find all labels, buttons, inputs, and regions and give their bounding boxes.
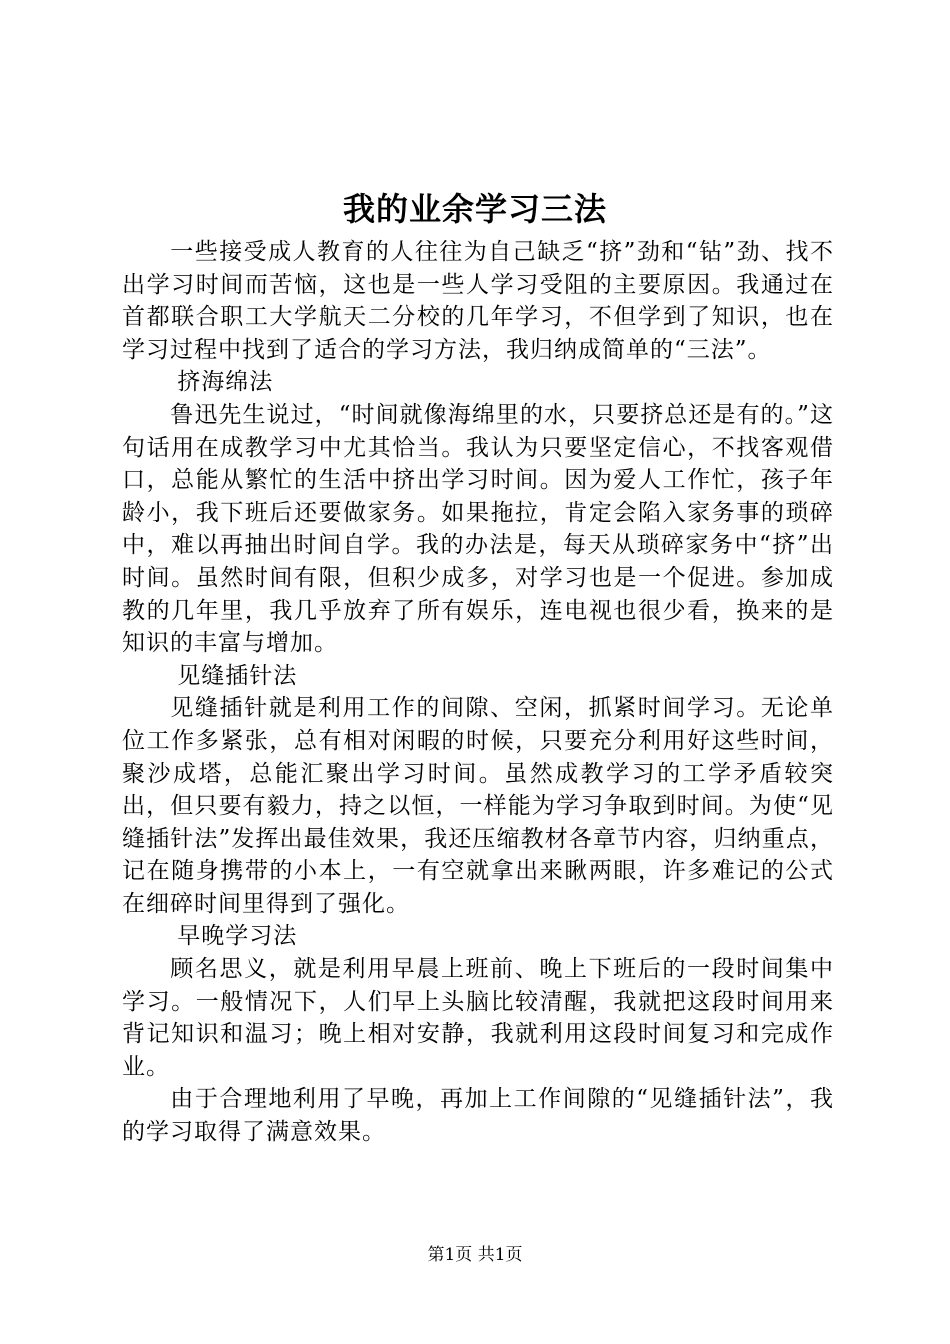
section-heading-gap-method: 见缝插针法 <box>177 662 298 689</box>
sponge-method-paragraph: 鲁迅先生说过，“时间就像海绵里的水，只要挤总还是有的。”这句话用在成教学习中尤其恰当。我认为只要坚定信心，不找客观借口，总能从繁忙的生活中挤出学习时间。因为爱人工作忙，孩子年龄小，我下班后还要做家务。如果拖拉，肯定会陷入家务事的琐碎中，难以再抽出时间自学。我的办法是，每天从琐碎家务中“挤”出时间。虽然时间有限，但积少成多，对学习也是一个促进。参加成教的几年里，我几乎放弃了所有娱乐，连电视也很少看，换来的是知识的丰富与增加。 <box>122 401 834 657</box>
section-heading-morning-evening-method: 早晚学习法 <box>177 923 298 950</box>
gap-method-paragraph: 见缝插针就是利用工作的间隙、空闲，抓紧时间学习。无论单位工作多紧张，总有相对闲暇的时候，只要充分利用好这些时间，聚沙成塔，总能汇聚出学习时间。虽然成教学习的工学矛盾较突出，但只要有毅力，持之以恒，一样能为学习争取到时间。为使“见缝插针法”发挥出最佳效果，我还压缩教材各章节内容，归纳重点，记在随身携带的小本上，一有空就拿出来瞅两眼，许多难记的公式在细碎时间里得到了强化。 <box>122 695 834 917</box>
page-footer: 第1页 共1页 <box>427 1245 523 1265</box>
document-title: 我的业余学习三法 <box>342 190 607 228</box>
morning-evening-method-paragraph: 顾名思义，就是利用早晨上班前、晚上下班后的一段时间集中学习。一般情况下，人们早上头脑比较清醒，我就把这段时间用来背记知识和温习；晚上相对安静，我就利用这段时间复习和完成作业。 <box>122 956 834 1080</box>
intro-paragraph: 一些接受成人教育的人往往为自己缺乏“挤”劲和“钻”劲、找不出学习时间而苦恼，这也是一些人学习受阻的主要原因。我通过在首都联合职工大学航天二分校的几年学习，不但学到了知识，也在学习过程中找到了适合的学习方法，我归纳成简单的“三法”。 <box>122 239 834 363</box>
conclusion-paragraph: 由于合理地利用了早晚，再加上工作间隙的“见缝插针法”，我的学习取得了满意效果。 <box>122 1086 834 1146</box>
section-heading-sponge-method: 挤海绵法 <box>177 369 274 396</box>
document-body <box>122 236 834 1149</box>
